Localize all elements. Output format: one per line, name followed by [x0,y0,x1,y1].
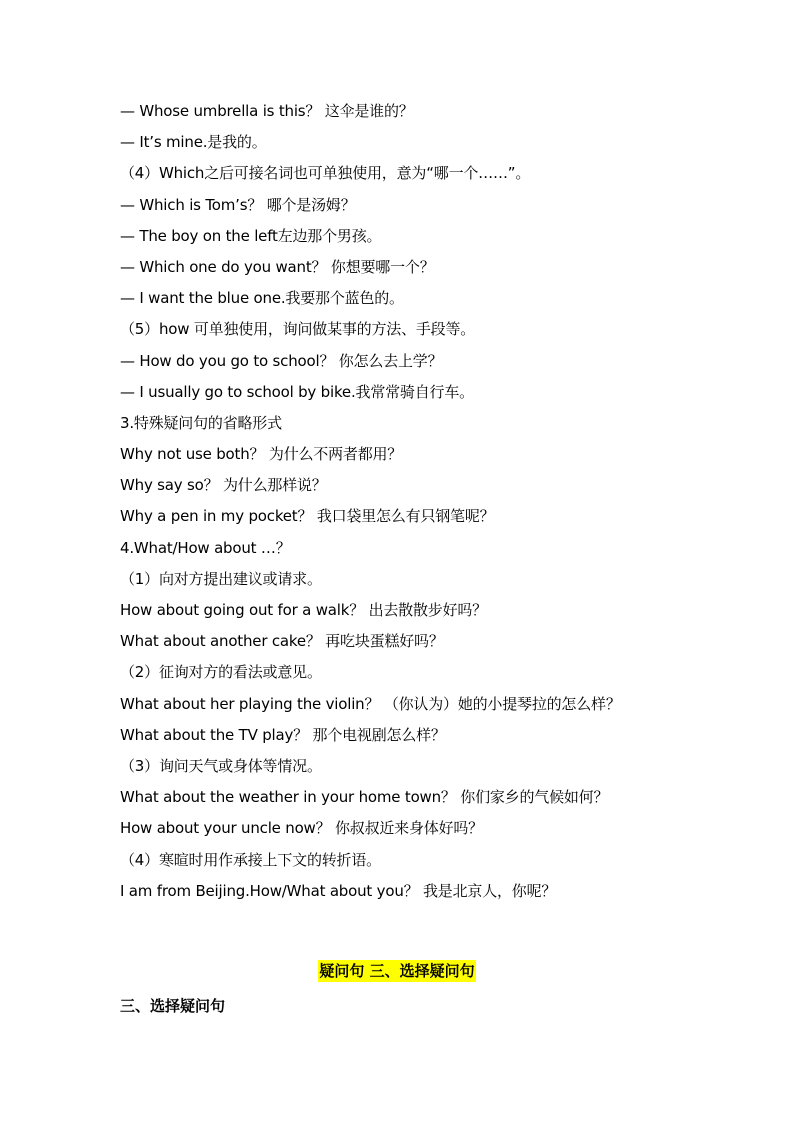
section-heading [0,958,794,984]
text-line: — It’s mine.是我的。 [120,133,267,152]
text-line: 3.特殊疑问句的省略形式 [120,413,282,432]
text-line: Why a pen in my pocket？ 我口袋里怎么有只钢笔呢？ [120,507,495,526]
text-line: — I want the blue one.我要那个蓝色的。 [120,289,404,308]
text-line: — How do you go to school？ 你怎么去上学？ [120,351,443,370]
text-line: 4.What/How about …？ [120,538,291,557]
text-line: I am from Beijing.How/What about you？ 我是北京人，你呢？ [120,881,557,900]
text-line: — I usually go to school by bike.我常常骑自行车。 [120,382,474,401]
text-line: （5）how 可单独使用，询问做某事的方法、手段等。 [120,320,476,339]
text-line: Why not use both？ 为什么不两者都用？ [120,445,403,464]
text-line: How about going out for a walk？ 出去散散步好吗？ [120,601,487,619]
sub-heading: 三、选择疑问句 [120,997,226,1015]
text-line: — Which is Tom’s？ 哪个是汤姆？ [120,195,356,214]
text-line: — The boy on the left左边那个男孩。 [120,226,382,245]
text-line: What about the TV play？ 那个电视剧怎么样？ [120,725,446,744]
text-line: （1）向对方提出建议或请求。 [120,569,322,588]
text-line: — Which one do you want？ 你想要哪一个？ [120,257,435,276]
text-line: （4）寒暄时用作承接上下文的转折语。 [120,850,381,869]
text-line: （4）Which之后可接名词也可单独使用，意为“哪一个……”。 [120,164,531,183]
text-line: Why say so？ 为什么那样说？ [120,476,327,495]
text-line: — Whose umbrella is this？ 这伞是谁的？ [120,102,414,120]
text-line: How about your uncle now？ 你叔叔近来身体好吗？ [120,819,483,838]
text-line: （2）征询对方的看法或意见。 [120,663,322,682]
highlighted-heading-text: 疑问句 三、选择疑问句 [319,962,475,980]
text-line: What about her playing the violin？ （你认为）她的小提琴拉的怎么样？ [120,694,621,713]
text-line: What about the weather in your home town？ 你们家乡的气候如何？ [120,788,609,807]
body-text [120,99,720,910]
text-line: What about another cake？ 再吃块蛋糕好吗？ [120,632,444,651]
text-line: （3）询问天气或身体等情况。 [120,756,322,775]
